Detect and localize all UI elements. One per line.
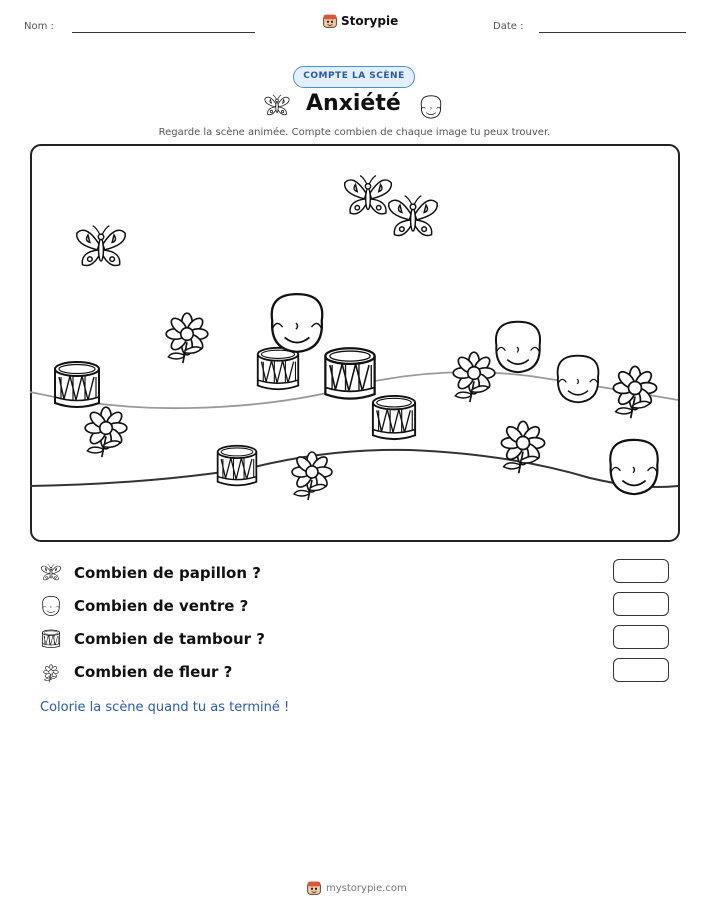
footer <box>306 880 407 896</box>
answer-box-drum[interactable] <box>613 625 669 649</box>
storypie-logo-icon <box>322 13 338 29</box>
brand-logo <box>322 13 398 29</box>
drum <box>55 362 99 407</box>
flower-icon <box>40 661 62 683</box>
drum <box>325 348 374 398</box>
instructions: Regarde la scène animée. Compte combien de chaque image tu peux trouver. <box>158 127 551 138</box>
answer-box-flower[interactable] <box>613 658 669 682</box>
butterfly-icon <box>40 562 62 584</box>
belly <box>272 294 323 352</box>
question-flower <box>40 661 232 683</box>
question-text: Combien de fleur ? <box>74 663 233 681</box>
question-text: Combien de tambour ? <box>74 630 265 648</box>
belly <box>558 356 599 403</box>
storypie-logo-icon <box>306 880 322 896</box>
scene-illustration <box>30 144 680 542</box>
question-text: Combien de papillon ? <box>74 564 261 582</box>
drum <box>258 348 298 389</box>
answer-box-butterfly[interactable] <box>613 559 669 583</box>
date-label: Date : <box>493 21 524 32</box>
question-belly <box>40 595 248 617</box>
belly-icon <box>40 595 62 617</box>
belly <box>496 322 540 372</box>
count-scene-badge: COMPTE LA SCÈNE <box>293 66 415 88</box>
color-note: Colorie la scène quand tu as terminé ! <box>40 700 290 715</box>
answer-box-belly[interactable] <box>613 592 669 616</box>
name-line[interactable] <box>72 32 255 33</box>
drum <box>218 446 257 486</box>
date-line[interactable] <box>539 32 686 33</box>
drum-icon <box>40 628 62 650</box>
belly <box>610 440 657 494</box>
brand-text: Storypie <box>341 14 399 28</box>
footer-url[interactable]: mystorypie.com <box>326 882 407 894</box>
page-title: Anxiété <box>306 91 401 116</box>
name-label: Nom : <box>24 21 54 32</box>
question-drum <box>40 628 265 650</box>
belly-icon <box>419 94 443 120</box>
drum <box>373 396 415 439</box>
question-text: Combien de ventre ? <box>74 597 249 615</box>
butterfly-icon <box>263 93 291 119</box>
question-butterfly <box>40 562 261 584</box>
